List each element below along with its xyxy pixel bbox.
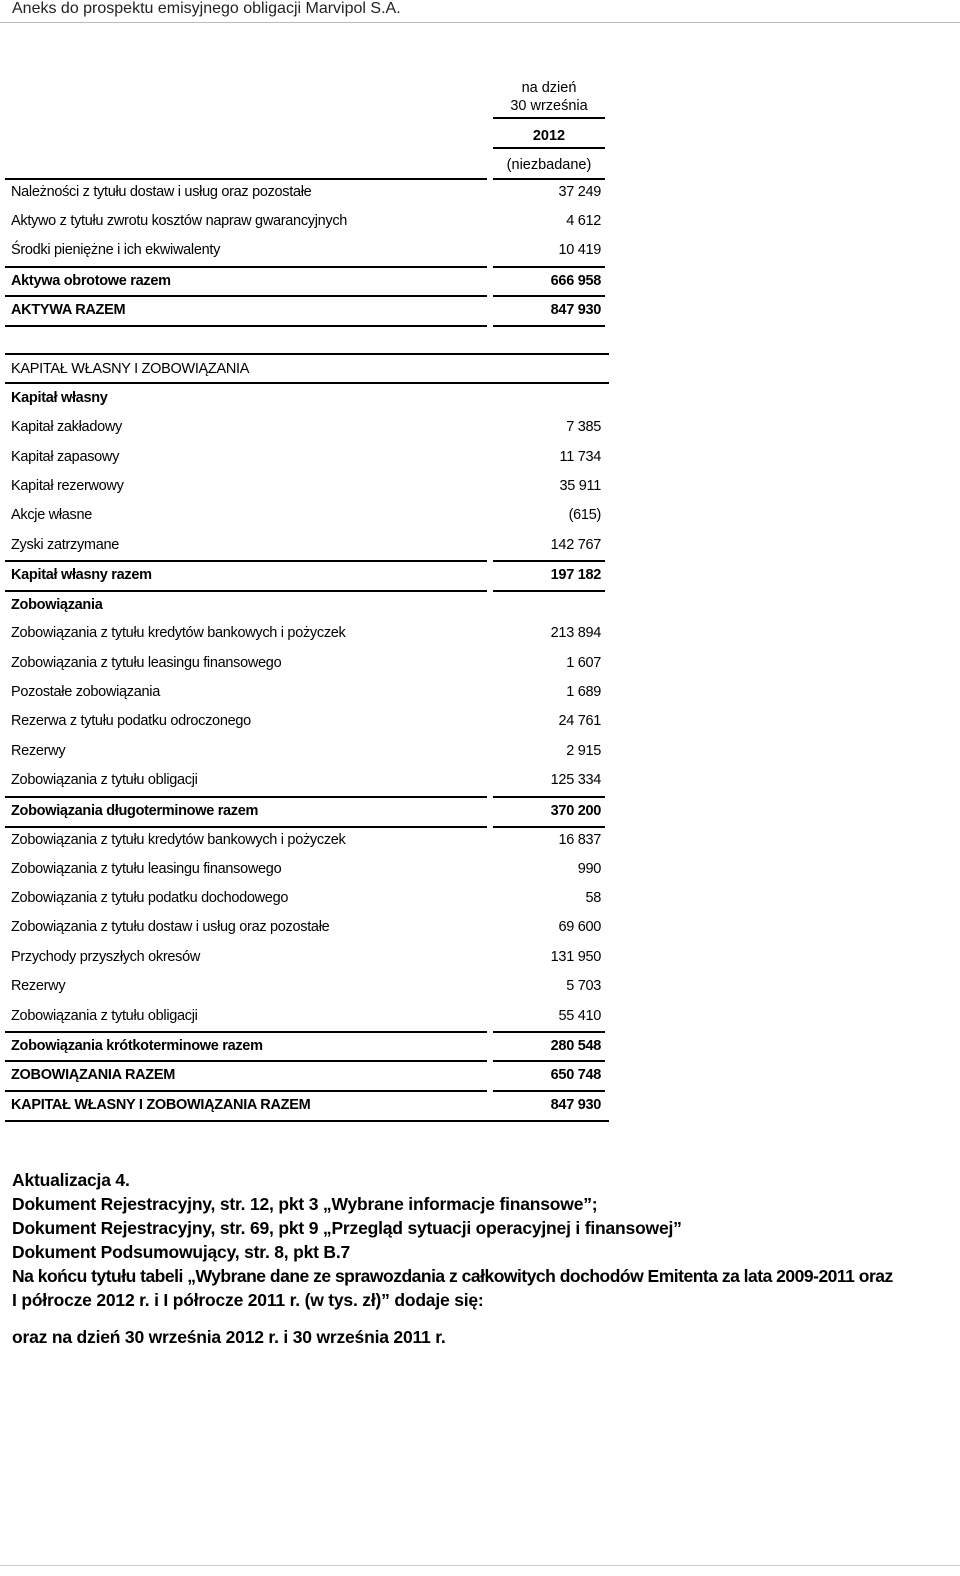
row-value: 650 748 [550,1067,601,1083]
table-rule [493,266,605,268]
row-label: Zobowiązania długoterminowe razem [11,803,259,819]
row-value: 370 200 [550,803,601,819]
table-rule [493,1090,605,1092]
table-rule [5,266,487,268]
row-label: Rezerwa z tytułu podatku odroczonego [11,713,251,729]
table-row [11,713,601,733]
table-row [11,684,601,704]
column-header-rule [493,117,605,119]
row-label: Rezerwy [11,978,66,994]
table-rule [5,1090,487,1092]
table-row [11,273,601,293]
row-label: Zobowiązania z tytułu obligacji [11,772,198,788]
row-label: Kapitał własny razem [11,567,152,583]
row-label: Zobowiązania z tytułu kredytów bankowych i pożyczek [11,625,346,641]
table-rule [5,382,609,384]
row-label: AKTYWA RAZEM [11,302,126,318]
table-row [11,507,601,527]
row-value: 2 915 [566,743,601,759]
header-rule [0,22,960,23]
row-value: 16 837 [558,832,601,848]
row-value: 280 548 [550,1038,601,1054]
row-label: Kapitał własny [11,390,108,406]
table-row [11,361,601,381]
row-value: 4 612 [566,213,601,229]
table-rule [493,325,605,327]
row-label: Zobowiązania z tytułu obligacji [11,1008,198,1024]
column-header-line1: na dzień [521,80,577,96]
table-rule [493,1031,605,1033]
footer-line: oraz na dzień 30 września 2012 r. i 30 września 2011 r. [12,1327,446,1347]
footer-line: I półrocze 2012 r. i I półrocze 2011 r. (w tys. zł)” dodaje się: [12,1290,484,1310]
row-value: 69 600 [558,919,601,935]
table-row [11,567,601,587]
table-row [11,213,601,233]
row-label: Aktywa obrotowe razem [11,273,171,289]
footer-line: Dokument Podsumowujący, str. 8, pkt B.7 [12,1242,351,1262]
page-bottom-rule [0,1565,960,1566]
table-row [11,537,601,557]
row-value: 125 334 [550,772,601,788]
table-rule [5,826,487,828]
document-header: Aneks do prospektu emisyjnego obligacji Marvipol S.A. [12,0,401,17]
row-label: Środki pieniężne i ich ekwiwalenty [11,242,221,258]
table-rule [5,178,487,180]
row-label: Zobowiązania z tytułu leasingu finansowego [11,655,282,671]
table-rule [5,590,487,592]
table-rule [5,353,609,355]
row-label: Zobowiązania [11,597,103,613]
row-label: Zobowiązania z tytułu leasingu finansowego [11,861,282,877]
row-value: 35 911 [559,478,601,494]
row-label: Aktywo z tytułu zwrotu kosztów napraw gwarancyjnych [11,213,348,229]
table-row [11,743,601,763]
table-rule [5,560,487,562]
footer-line: Na końcu tytułu tabeli „Wybrane dane ze sprawozdania z całkowitych dochodów Emitenta za lata 2009-2011 oraz [12,1266,893,1286]
row-value: (615) [568,507,601,523]
table-rule [493,178,605,180]
row-value: 847 930 [550,1097,601,1113]
table-row [11,978,601,998]
row-label: Rezerwy [11,743,66,759]
table-row [11,390,601,410]
row-value: 990 [577,861,601,877]
row-value: 55 410 [558,1008,601,1024]
column-note: (niezbadane) [506,157,592,173]
row-value: 197 182 [550,567,601,583]
row-label: Kapitał zapasowy [11,449,120,465]
table-row [11,919,601,939]
row-value: 131 950 [550,949,601,965]
table-rule [5,796,487,798]
table-row [11,655,601,675]
row-label: Zobowiązania krótkoterminowe razem [11,1038,263,1054]
footer-line: Dokument Rejestracyjny, str. 69, pkt 9 „Przegląd sytuacji operacyjnej i finansowej” [12,1218,682,1238]
table-row [11,184,601,204]
row-value: 37 249 [558,184,601,200]
table-rule [493,796,605,798]
column-header-line2: 30 września [510,98,588,114]
table-bottom-rule [5,1120,609,1122]
table-row [11,949,601,969]
table-row [11,597,601,617]
table-row [11,1038,601,1058]
table-row [11,803,601,823]
table-row [11,772,601,792]
row-label: ZOBOWIĄZANIA RAZEM [11,1067,176,1083]
table-row [11,1067,601,1087]
row-label: Zobowiązania z tytułu dostaw i usług oraz pozostałe [11,919,330,935]
row-label: Pozostałe zobowiązania [11,684,160,700]
table-rule [493,590,605,592]
table-row [11,449,601,469]
table-row [11,1097,601,1117]
row-label: Kapitał zakładowy [11,419,122,435]
table-rule [5,295,487,297]
row-label: Kapitał rezerwowy [11,478,124,494]
row-label: Przychody przyszłych okresów [11,949,201,965]
row-value: 1 607 [566,655,601,671]
table-rule [493,826,605,828]
row-label: Należności z tytułu dostaw i usług oraz pozostałe [11,184,312,200]
table-row [11,861,601,881]
table-rule [493,1060,605,1062]
row-value: 7 385 [566,419,601,435]
row-label: KAPITAŁ WŁASNY I ZOBOWIĄZANIA [11,361,250,377]
table-rule [493,560,605,562]
table-row [11,832,601,852]
row-value: 213 894 [550,625,601,641]
table-row [11,1008,601,1028]
row-value: 5 703 [566,978,601,994]
row-value: 1 689 [566,684,601,700]
row-label: Zobowiązania z tytułu kredytów bankowych i pożyczek [11,832,346,848]
table-rule [5,1031,487,1033]
table-row [11,625,601,645]
column-year: 2012 [532,128,566,144]
row-value: 58 [585,890,601,906]
table-row [11,890,601,910]
table-row [11,302,601,322]
row-value: 24 761 [558,713,601,729]
row-label: Zobowiązania z tytułu podatku dochodowego [11,890,289,906]
table-rule [5,325,487,327]
row-value: 666 958 [550,273,601,289]
table-row [11,478,601,498]
row-label: Akcje własne [11,507,93,523]
column-year-rule [493,147,605,149]
row-value: 142 767 [550,537,601,553]
footer-line: Aktualizacja 4. [12,1170,130,1190]
row-label: Zyski zatrzymane [11,537,119,553]
row-label: KAPITAŁ WŁASNY I ZOBOWIĄZANIA RAZEM [11,1097,311,1113]
table-row [11,242,601,262]
table-rule [493,295,605,297]
row-value: 10 419 [558,242,601,258]
row-value: 847 930 [550,302,601,318]
table-row [11,419,601,439]
footer-line: Dokument Rejestracyjny, str. 12, pkt 3 „Wybrane informacje finansowe”; [12,1194,598,1214]
row-value: 11 734 [559,449,601,465]
table-rule [5,1060,487,1062]
